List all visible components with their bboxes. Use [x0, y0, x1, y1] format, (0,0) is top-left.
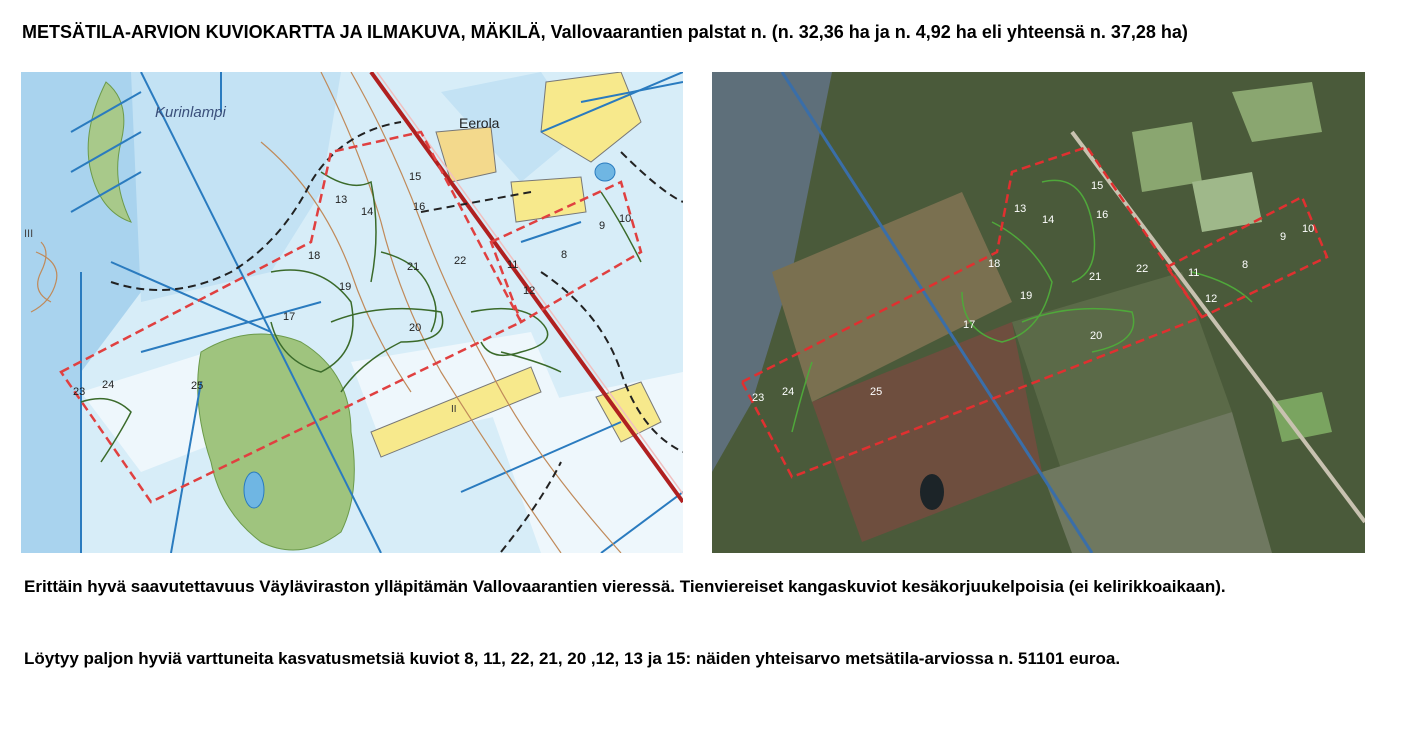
compartment-14: 14 — [361, 206, 374, 218]
photo-compartment-18: 18 — [988, 258, 1001, 270]
photo-compartment-15: 15 — [1091, 180, 1104, 192]
photo-compartment-11: 11 — [1188, 267, 1200, 279]
photo-compartment-16: 16 — [1096, 209, 1109, 221]
photo-compartment-14: 14 — [1042, 214, 1055, 226]
photo-compartment-9: 9 — [1280, 231, 1287, 243]
label-field-mark: II — [451, 404, 457, 415]
compartment-23: 23 — [73, 386, 86, 398]
compartment-map — [21, 72, 683, 553]
label-eerola: Eerola — [459, 115, 500, 131]
description-value: Löytyy paljon hyviä varttuneita kasvatusmetsiä kuviot 8, 11, 22, 21, 20 ,12, 13 ja 15: näiden yhteisarvo metsätila-arviossa n. 51101 euroa. — [24, 649, 1121, 668]
compartment-21: 21 — [407, 261, 420, 273]
pond — [244, 472, 264, 508]
meadow — [1132, 122, 1202, 192]
compartment-15: 15 — [409, 171, 422, 183]
compartment-11: 11 — [507, 259, 519, 271]
compartment-16: 16 — [413, 201, 426, 213]
aerial-photo-svg — [712, 72, 1365, 553]
photo-compartment-20: 20 — [1090, 330, 1103, 342]
compartment-12: 12 — [523, 285, 536, 297]
photo-compartment-21: 21 — [1089, 271, 1102, 283]
photo-compartment-23: 23 — [752, 392, 765, 404]
photo-compartment-10: 10 — [1302, 223, 1315, 235]
compartment-10: 10 — [619, 213, 632, 225]
page-title: METSÄTILA-ARVION KUVIOKARTTA JA ILMAKUVA, MÄKILÄ, Vallovaarantien palstat n. (n. 32,36 ha ja n. 4,92 ha eli yhteensä n. 37,28 ha) — [22, 22, 1188, 42]
photo-compartment-12: 12 — [1205, 293, 1218, 305]
pond — [920, 474, 944, 510]
compartment-25: 25 — [191, 380, 204, 392]
photo-compartment-17: 17 — [963, 319, 976, 331]
compartment-map-svg — [21, 72, 683, 553]
compartment-18: 18 — [308, 250, 321, 262]
meadow — [1192, 172, 1262, 232]
compartment-17: 17 — [283, 311, 296, 323]
compartment-19: 19 — [339, 281, 352, 293]
compartment-9: 9 — [599, 220, 606, 232]
compartment-22: 22 — [454, 255, 467, 267]
compartment-24: 24 — [102, 379, 115, 391]
photo-compartment-22: 22 — [1136, 263, 1149, 275]
photo-compartment-25: 25 — [870, 386, 883, 398]
photo-compartment-24: 24 — [782, 386, 795, 398]
compartment-20: 20 — [409, 322, 422, 334]
compartment-8: 8 — [561, 249, 568, 261]
photo-compartment-19: 19 — [1020, 290, 1033, 302]
description-accessibility: Erittäin hyvä saavutettavuus Väyläviraston ylläpitämän Vallovaarantien vieressä. Tienviereiset kangaskuviot kesäkorjuukelpoisia (ei kelirikkoaikaan). — [24, 577, 1226, 596]
photo-compartment-13: 13 — [1014, 203, 1027, 215]
compartment-13: 13 — [335, 194, 348, 206]
pond — [595, 163, 615, 181]
photo-compartment-8: 8 — [1242, 259, 1249, 271]
label-border-mark: III — [24, 228, 34, 240]
aerial-photo — [712, 72, 1365, 553]
label-kurinlampi: Kurinlampi — [155, 104, 226, 121]
